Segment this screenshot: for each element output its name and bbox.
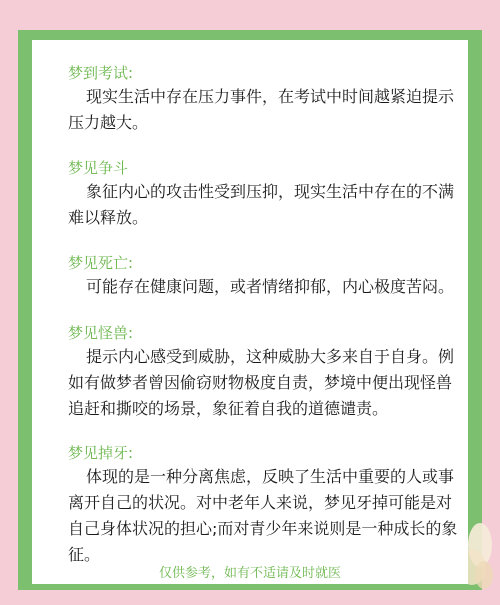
section-exam xyxy=(68,62,460,136)
section-heading: 梦到考试: xyxy=(68,64,134,82)
section-fight xyxy=(68,157,460,231)
section-text: 可能存在健康问题，或者情绪抑郁，内心极度苦闷。 xyxy=(86,277,455,296)
section-monster xyxy=(68,322,460,422)
section-heading: 梦见死亡: xyxy=(68,254,134,272)
section-text: 现实生活中存在压力事件，在考试中时间越紧迫提示压力越大。 xyxy=(68,87,455,132)
section-death xyxy=(68,252,460,300)
content-card xyxy=(32,40,468,584)
section-teeth xyxy=(68,442,460,568)
section-heading: 梦见争斗 xyxy=(68,159,129,177)
section-heading: 梦见怪兽: xyxy=(68,324,134,342)
footer-note: 仅供参考，如有不适请及时就医 xyxy=(158,566,341,581)
section-heading: 梦见掉牙: xyxy=(68,444,134,462)
section-text: 体现的是一种分离焦虑，反映了生活中重要的人或事离开自己的状况。对中老年人来说，梦见牙掉可能是对自己身体状况的担心;而对青少年来说则是一种成长的象征。 xyxy=(68,467,458,564)
section-text: 提示内心感受到威胁，这种威胁大多来自于自身。例如有做梦者曾因偷窃财物极度自责，梦境中便出现怪兽追赶和撕咬的场景，象征着自我的道德谴责。 xyxy=(68,347,455,418)
section-text: 象征内心的攻击性受到压抑，现实生活中存在的不满难以释放。 xyxy=(68,182,455,227)
